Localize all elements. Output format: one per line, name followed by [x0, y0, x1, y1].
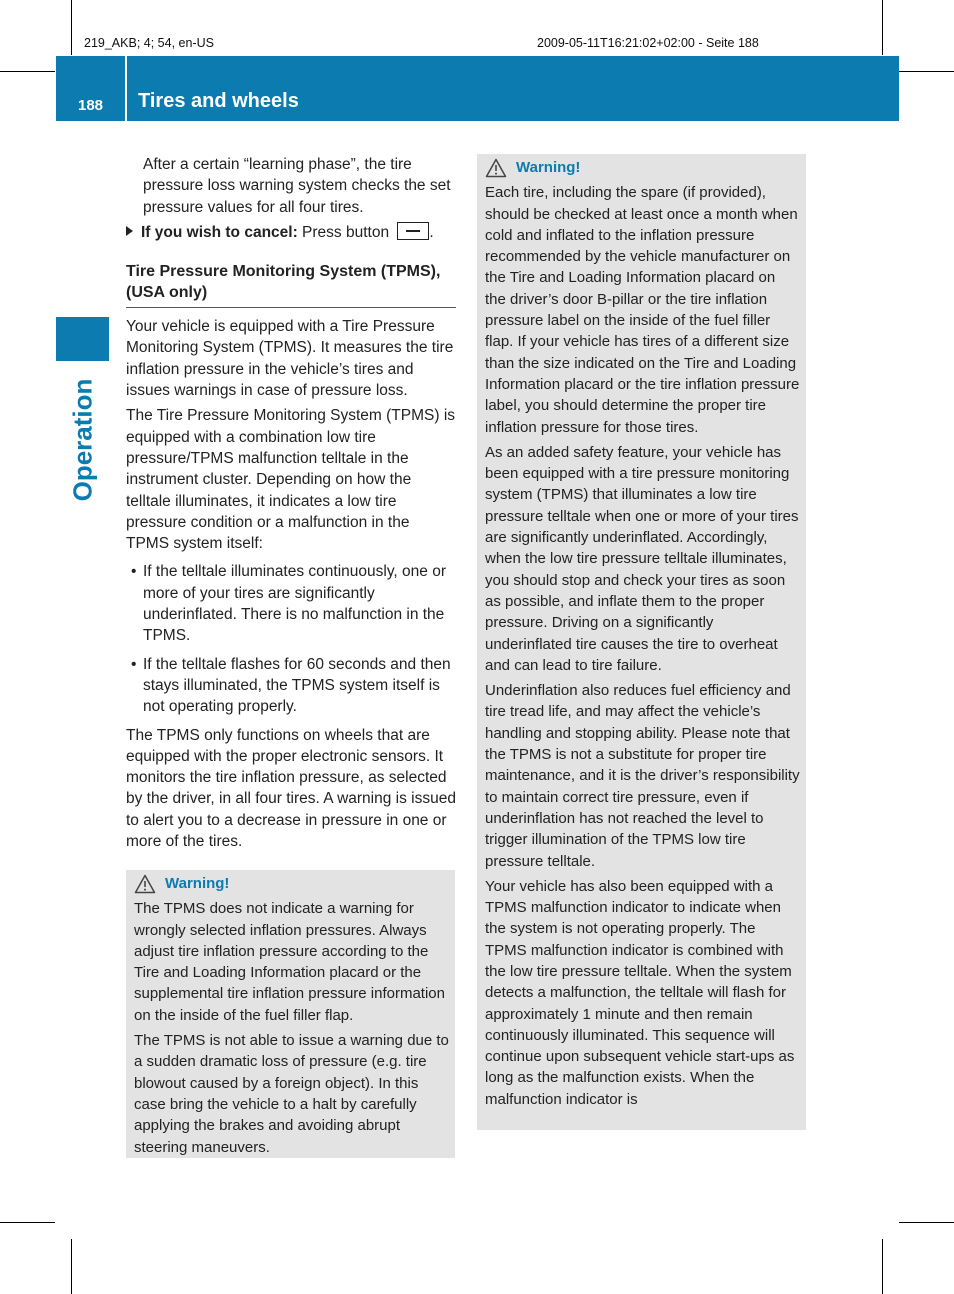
warning-triangle-icon: [485, 158, 507, 178]
back-button-icon: [397, 222, 429, 240]
side-tab-label: [56, 365, 109, 515]
list-item: [126, 654, 456, 718]
cancel-step: [126, 222, 456, 243]
warning-paragraph: The TPMS does not indicate a warning for wrongly selected inflation pressures. Always adjust tire inflation pressure according to the Tire and Loading Information placard or the supplemental tire inflation pressure information on the inside of the fuel filler flap.: [134, 900, 445, 1024]
warning-box-right: [477, 154, 806, 1130]
side-tab-marker: [56, 317, 109, 361]
crop-mark: [0, 71, 55, 72]
tpms-paragraph-2: The Tire Pressure Monitoring System (TPMS) is equipped with a combination low tire pressure/TPMS malfunction telltale in the instrument cluster. Depending on how the telltale illuminates, it indicates a low tire pressure condition or a malfunction in the TPMS system itself:: [126, 407, 456, 553]
warning-title: Warning!: [165, 875, 230, 892]
crop-mark: [882, 0, 883, 55]
warning-paragraph: Each tire, including the spare (if provided), should be checked at least once a month when cold and inflated to the inflation pressure recommended by the vehicle manufacturer on the Tire and Loading Information placard on the driver’s door B-pillar or the tire inflation pressure label on the inside of the fuel filler flap. If your vehicle has tires of a different size than the size indicated on the Tire and Loading Information placard or the tire inflation pressure label, you should determine the proper tire inflation pressure for those tires.: [485, 184, 800, 436]
step-arrow-icon: [126, 226, 133, 236]
bullet-symbol: •: [131, 655, 137, 673]
tpms-heading: Tire Pressure Monitoring System (TPMS), (USA only): [126, 263, 441, 302]
section-title: Tires and wheels: [138, 90, 299, 112]
cancel-step-trailing: .: [429, 223, 434, 241]
warning-title: Warning!: [516, 159, 581, 176]
cancel-step-text: Press button: [297, 223, 394, 241]
intro-paragraph: After a certain “learning phase”, the tire pressure loss warning system checks the set pressure values for all four tires.: [143, 156, 451, 216]
page-number: 188: [77, 97, 104, 114]
side-tab-text: Operation: [67, 378, 97, 502]
crop-mark: [899, 71, 954, 72]
warning-heading: [485, 157, 800, 178]
crop-mark: [71, 0, 72, 55]
warning-heading: [134, 873, 449, 894]
tpms-paragraph-3: The TPMS only functions on wheels that are equipped with the proper electronic sensors. It monitors the tire inflation pressure, as selected by the driver, in all four tires. A warning is issued to alert you to a decrease in pressure in one or more of the tires.: [126, 726, 456, 851]
heading-rule: [126, 307, 456, 308]
warning-box-left: [126, 870, 455, 1158]
cancel-step-bold: If you wish to cancel:: [141, 223, 298, 241]
warning-paragraph: Your vehicle has also been equipped with a TPMS malfunction indicator to indicate when the system is not operating properly. The TPMS malfunction indicator is combined with the low tire pressure telltale. When the system detects a malfunction, the telltale will flash for approximately 1 minute and then remain continuously illuminated. This sequence will continue upon subsequent vehicle start-ups as long as the malfunction exists. When the malfunction indicator is: [485, 877, 795, 1108]
warning-paragraph: As an added safety feature, your vehicle has been equipped with a tire pressure monitoring system (TPMS) that illuminates a low tire pressure telltale when one or more of your tires are significantly underinflated. Accordingly, when the low tire pressure telltale illuminates, you should stop and check your tires as soon as possible, and inflate them to the proper pressure. Driving on a significantly underinflated tire causes the tire to overheat and can lead to tire failure.: [485, 443, 799, 674]
warning-triangle-icon: [134, 874, 156, 894]
list-item-text: If the telltale flashes for 60 seconds and then stays illuminated, the TPMS system itself is not operating properly.: [143, 655, 451, 716]
print-meta-left-line1: 219_AKB; 4; 54, en-US: [84, 36, 214, 50]
bullet-symbol: •: [131, 563, 137, 581]
crop-mark: [882, 1239, 883, 1294]
crop-mark: [899, 1222, 954, 1223]
page-number-box: [56, 56, 125, 121]
crop-mark: [0, 1222, 55, 1223]
list-item: [126, 561, 456, 646]
header-divider: [125, 56, 127, 121]
tpms-paragraph-1: Your vehicle is equipped with a Tire Pressure Monitoring System (TPMS). It measures the tire inflation pressure in the vehicle’s tires and issues warnings in case of pressure loss.: [126, 318, 454, 400]
warning-paragraph: Underinflation also reduces fuel efficiency and tire tread life, and may affect the vehicle’s handling and stopping ability. Please note that the TPMS is not a substitute for proper tire maintenance, and it is the driver’s responsibility to maintain correct tire pressure, even if underinflation has not reached the level to trigger illumination of the TPMS low tire pressure telltale.: [485, 682, 800, 870]
print-meta-right-line1: 2009-05-11T16:21:02+02:00 - Seite 188: [537, 36, 759, 50]
left-column: [126, 154, 456, 852]
warning-paragraph: The TPMS is not able to issue a warning due to a sudden dramatic loss of pressure (e.g. tire blowout caused by a foreign object). In this case bring the vehicle to a halt by carefully applying the brakes and avoiding abrupt steering maneuvers.: [134, 1032, 449, 1156]
crop-mark: [71, 1239, 72, 1294]
list-item-text: If the telltale illuminates continuously, one or more of your tires are significantly underinflated. There is no malfunction in the TPMS.: [143, 563, 446, 645]
